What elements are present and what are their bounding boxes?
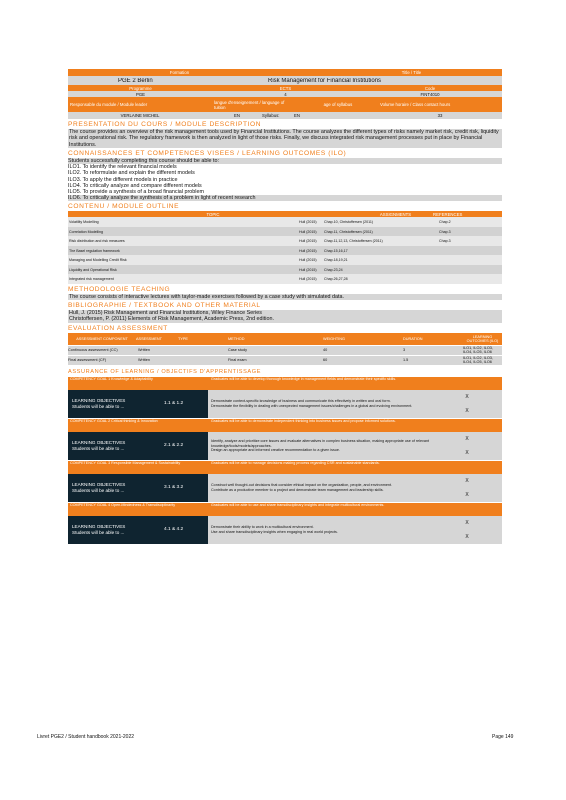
header-row-labels — [68, 85, 502, 91]
outline-table — [68, 217, 502, 284]
header-row-leader-values — [68, 112, 502, 119]
bibliography-item: Christoffersen, P. (2011) Elements of Risk Management, Academic Press, 2nd edition. — [69, 316, 274, 323]
table-row — [68, 346, 502, 355]
eval-col-component: ASSESSMENT COMPONENT — [76, 336, 128, 341]
bibliography-heading: BIBLIOGRAPHIE / TEXTBOOK AND OTHER MATERIAL — [68, 302, 261, 310]
reference-cell: Chap.26,27,28 — [324, 277, 348, 282]
eval-ilo: ILO1, ILO2, ILO3, ILO4, ILO5, ILO6 — [463, 346, 493, 355]
objective-label-cell — [68, 432, 208, 460]
eval-col-type: TYPE — [178, 336, 188, 341]
topic-cell: The Basel regulation framework — [69, 248, 120, 253]
page-number: Page 149 — [492, 734, 514, 740]
methods-heading: METHODOLOGIE TEACHING — [68, 285, 171, 293]
topic-cell: Volatility Modelling — [69, 220, 99, 225]
eval-assessment: Written — [138, 358, 150, 363]
objective-item: Contribute as a productive member to a project and demonstrate team management and leadership skills. — [211, 487, 384, 492]
objective-codes: 2.1 & 2.2 — [164, 442, 184, 448]
presentation-heading: PRESENTATION DU COURS / MODULE DESCRIPTION — [68, 121, 262, 128]
eval-ilo: ILO1, ILO2, ILO3, ILO4, ILO5, ILO6 — [463, 356, 493, 365]
author-cell: Hull (2015) — [299, 229, 317, 234]
objective-items — [208, 390, 432, 418]
chapter-cell: Chap.3 — [439, 239, 451, 244]
competency-description: Graduates will be able to manage decisions making process regarding CSR and sustainable standards. — [211, 460, 380, 465]
topic-cell: Integrated risk management — [69, 277, 114, 282]
table-row — [68, 227, 502, 237]
eval-col-weighting: WEIGHTING — [323, 336, 345, 341]
evaluation-header-row — [68, 333, 502, 345]
objective-row — [68, 474, 502, 502]
chapter-cell: Chap.2 — [439, 220, 451, 225]
reference-cell: Chap.11,12,13, Christoffersen (2011) — [324, 239, 383, 244]
outcome-item: ILO3. To apply the different models in practice — [68, 176, 178, 183]
bibliography-list — [68, 310, 502, 323]
competency-row — [68, 503, 502, 516]
eval-method: Final exam — [228, 358, 247, 363]
eval-method: Case study — [228, 348, 247, 353]
outcome-item: ILO2. To reformulate and explain the different models — [68, 170, 195, 177]
topic-cell: Correlation Modelling — [69, 229, 103, 234]
aol-table — [68, 377, 502, 544]
learning-objectives-label: LEARNING OBJECTIVES — [72, 440, 126, 446]
objective-mark: X — [465, 477, 469, 484]
objective-items — [208, 474, 432, 502]
objective-label — [72, 524, 125, 535]
eval-col-duration: DURATION — [403, 336, 423, 341]
evaluation-heading: EVALUATION ASSESSMENT — [68, 324, 168, 332]
header-row-program — [68, 76, 502, 85]
objective-mark: X — [465, 449, 469, 456]
title-label: Title / Title — [401, 70, 422, 75]
contact-hours-value: 33 — [437, 113, 443, 118]
objective-codes: 3.1 & 3.2 — [164, 484, 184, 490]
outline-topic-header: TOPIC — [206, 211, 220, 217]
header-row-values — [68, 91, 502, 97]
objective-label — [72, 398, 125, 409]
objective-label — [72, 482, 125, 493]
objective-label-cell — [68, 474, 208, 502]
objective-items — [208, 516, 432, 544]
chapter-cell: Chap.3 — [439, 229, 451, 234]
ects-label: ECTS — [279, 85, 292, 91]
module-leader-name: VERLAINE MICHEL — [120, 113, 160, 118]
objective-codes: 1.1 & 1.2 — [164, 400, 184, 406]
objective-item: Identify, analyze and prioritize core issues and evaluate alternatives in complex business situation, making appropriate use of relevant knowledge/tools/models/approaches. — [211, 439, 430, 448]
objective-mark: X — [465, 519, 469, 526]
eval-component: Final assessment (CF) — [68, 358, 107, 363]
eval-col-assessment: ASSESSMENT — [136, 336, 162, 341]
competency-row — [68, 461, 502, 474]
outcome-item: ILO6. To critically analyze the synthesis of a problem in light of recent research — [68, 195, 502, 201]
students-label: Students will be able to ... — [72, 529, 125, 535]
outline-references-header: REFERENCES — [433, 211, 463, 217]
objective-marks — [432, 390, 502, 418]
objective-row — [68, 390, 502, 418]
author-cell: Hull (2015) — [299, 258, 317, 263]
table-row — [68, 217, 502, 227]
competency-title: COMPETENCY GOAL 2 Critical thinking & Innovation — [70, 418, 158, 423]
objective-mark: X — [465, 393, 469, 400]
competency-description: Graduates will be able to demonstrate independent thinking into business issues and propose informed solutions. — [211, 418, 396, 423]
author-cell: Hull (2015) — [299, 220, 317, 225]
eval-duration: 3 — [403, 348, 406, 353]
language-value: EN — [234, 113, 240, 118]
table-row — [68, 265, 502, 275]
language-label: langue d'enseignement / language of tuition — [214, 99, 285, 110]
eval-weighting: 60 — [323, 358, 328, 363]
eval-assessment: Written — [138, 348, 150, 353]
objective-item: Demonstrate their ability to work in a multicultural environment. — [211, 525, 314, 530]
reference-cell: Chap.18,19,21 — [324, 258, 348, 263]
methods-text: The course consists of interactive lectures with taylor-made exercises followed by a case study with simulated data. — [68, 294, 502, 300]
outline-heading: CONTENU / MODULE OUTLINE — [68, 203, 180, 211]
author-cell: Hull (2015) — [299, 267, 317, 272]
programme-label: Programme — [129, 85, 152, 91]
module-leader-label: Responsable du module / Module leader — [70, 102, 148, 107]
objective-mark: X — [465, 533, 469, 540]
objective-label-cell — [68, 390, 208, 418]
objective-item: Demonstrate the flexibility in dealing with unexpected management issues/challenges in a global and evolving environment. — [211, 403, 413, 408]
objective-item: Design an appropriate and informed creative recommendation to a given issue. — [211, 447, 340, 452]
table-row — [68, 274, 502, 284]
reference-cell: Chap.23,24 — [324, 267, 343, 272]
objective-marks — [432, 474, 502, 502]
contact-hours-label: Volume horaire / Class contact hours — [380, 102, 451, 107]
program-name: PGE 2 Berlin — [118, 77, 153, 84]
table-row — [68, 356, 502, 365]
outline-assignments-header: ASSIGNMENTS — [379, 211, 412, 217]
competency-description: Graduates will be able to develop thorough knowledge in management fields and demonstrate their specific skills. — [211, 376, 397, 381]
objective-items — [208, 432, 432, 460]
reference-cell: Chap.11, Christoffersen (2011) — [324, 229, 373, 234]
presentation-text: The course provides an overview of the risk management tools used by Financial Institutions. The course analyzes the different types of risks namely market risk, credit risk, liquidity risk and operational risk. The regulatory framework is then analyzed in light of those risks. Finally, we discuss integrated risk management processes put in place by Financial Institutions. — [68, 129, 502, 148]
author-cell: Hull (2015) — [299, 239, 317, 244]
footer-handbook-label: Livret PGE2 / Student handbook 2021-2022 — [37, 734, 135, 740]
competency-title: COMPETENCY GOAL 3 Responsible Management & Sustainability — [70, 460, 181, 465]
students-label: Students will be able to ... — [72, 487, 125, 493]
aol-heading: ASSURANCE OF LEARNING / OBJECTIFS D'APPRENTISSAGE — [68, 368, 262, 375]
header-row-formation — [68, 69, 502, 76]
objective-mark: X — [465, 407, 469, 414]
topic-cell: Risk distribution and risk measures — [69, 239, 125, 244]
eval-weighting: 40 — [323, 348, 328, 353]
code-value: FINT4010 — [420, 91, 440, 97]
evaluation-table — [68, 333, 502, 365]
outline-header-row — [68, 211, 502, 217]
eval-col-ilo: LEARNING OUTCOMES (ILO) — [466, 334, 499, 343]
objective-item: Use and share transdisciplinary insights when engaging in real world projects. — [211, 529, 338, 534]
author-cell: Hull (2015) — [299, 248, 317, 253]
table-row — [68, 246, 502, 256]
bibliography-item: Hull, J. (2015) Risk Management and Financial Institutions, Wiley Finance Series — [69, 310, 262, 317]
competency-description: Graduates will be able to use and share transdisciplinary insights and integrate multicultural environments. — [211, 502, 385, 507]
learning-objectives-label: LEARNING OBJECTIVES — [72, 482, 126, 488]
outcomes-heading: CONNAISSANCES ET COMPETENCES VISEES / LEARNING OUTCOMES (ILO) — [68, 149, 347, 157]
competency-title: COMPETENCY GOAL 4 Open-Mindedness & Transdisciplinarity — [70, 502, 176, 507]
students-label: Students will be able to ... — [72, 403, 125, 409]
objective-row — [68, 516, 502, 544]
syllabus-age-label: age of syllabus — [323, 102, 353, 107]
learning-objectives-label: LEARNING OBJECTIVES — [72, 398, 126, 404]
objective-row — [68, 432, 502, 460]
table-row — [68, 236, 502, 246]
objective-mark: X — [465, 435, 469, 442]
ects-value: 4 — [284, 91, 287, 97]
outcome-item: ILO4. To critically analyze and compare different models — [68, 182, 202, 189]
objective-item: Demonstrate context-specific knowledge of business and communicate this effectively in written and oral form. — [211, 399, 391, 404]
topic-cell: Liquidity and Operational Risk — [69, 267, 117, 272]
programme-value: PGE — [135, 91, 146, 97]
competency-row — [68, 377, 502, 390]
outcomes-intro: Students successfully completing this course should be able to: — [68, 158, 502, 164]
eval-duration: 1.5 — [403, 358, 409, 363]
table-row — [68, 255, 502, 265]
objective-mark: X — [465, 491, 469, 498]
objective-marks — [432, 432, 502, 460]
competency-title: COMPETENCY GOAL 1 Knowledge & Adaptability — [70, 376, 153, 381]
header-row-leader-labels — [68, 97, 502, 112]
competency-row — [68, 419, 502, 432]
topic-cell: Managing and Modelling Credit Risk — [69, 258, 127, 263]
reference-cell: Chap.10, Christoffersen (2011) — [324, 220, 374, 225]
formation-label: Formation — [169, 70, 190, 75]
objective-label — [72, 440, 125, 451]
author-cell: Hull (2015) — [299, 277, 317, 282]
handbook-page-content — [68, 69, 502, 544]
students-label: Students will be able to ... — [72, 445, 125, 451]
outcome-item: ILO1. To identify the relevant financial models — [68, 164, 177, 171]
outcome-item: ILO5. To provide a synthesis of a broad financial problem — [68, 188, 204, 195]
objective-codes: 4.1 & 4.2 — [164, 526, 184, 532]
eval-col-method: METHOD — [228, 336, 245, 341]
learning-objectives-label: LEARNING OBJECTIVES — [72, 524, 126, 530]
objective-marks — [432, 516, 502, 544]
eval-component: Continuous assessment (CC) — [68, 348, 118, 353]
objective-label-cell — [68, 516, 208, 544]
objective-item: Construct well thought-out decisions that consider ethical impact on the organization, people, and environment. — [211, 483, 392, 488]
syllabus-language-value: EN — [294, 113, 300, 118]
outcomes-block — [68, 158, 502, 201]
course-title: Risk Management for Financial Institutions — [268, 77, 382, 84]
code-label: Code — [424, 85, 436, 91]
reference-cell: Chap.15,16,17 — [324, 248, 348, 253]
syllabus-label: Syllabus: — [262, 113, 280, 118]
